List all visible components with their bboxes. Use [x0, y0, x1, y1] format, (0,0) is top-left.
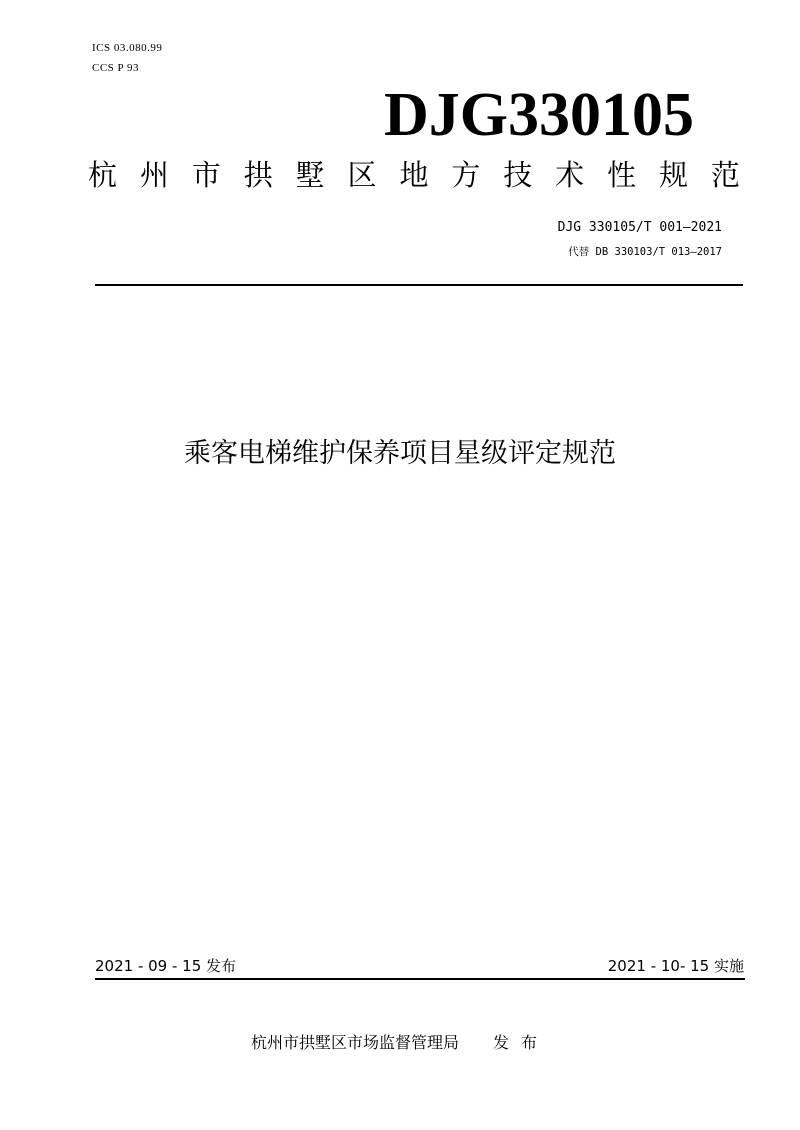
standard-type-char: 技 [503, 158, 533, 192]
standard-type-heading [88, 155, 740, 195]
ics-code: ICS 03.080.99 [92, 42, 163, 54]
standard-type-char: 方 [451, 158, 481, 192]
standard-type-char: 州 [139, 158, 169, 192]
standard-type-char: 术 [555, 158, 585, 192]
standard-type-char: 区 [347, 158, 377, 192]
standard-number: DJG 330105/T 001—2021 [557, 220, 722, 235]
issuer-line [0, 1032, 800, 1054]
issuer-name: 杭州市拱墅区市场监督管理局 [250, 1033, 459, 1052]
bottom-divider [95, 978, 745, 980]
standard-type-char: 地 [399, 158, 429, 192]
standard-type-char: 规 [658, 158, 688, 192]
standard-type-char: 拱 [243, 158, 273, 192]
standard-type-char: 范 [710, 158, 740, 192]
standard-type-char: 杭 [88, 158, 118, 192]
top-divider [95, 284, 743, 286]
issuer-action: 发布 [493, 1033, 550, 1052]
standard-type-char: 市 [191, 158, 221, 192]
replaces-note: 代替 DB 330103/T 013—2017 [568, 246, 722, 258]
implementation-date: 2021 - 10- 15 实施 [607, 957, 744, 975]
standard-code-heading: DJG330105 [384, 81, 694, 149]
issue-date: 2021 - 09 - 15 发布 [95, 957, 237, 975]
standard-type-char: 墅 [295, 158, 325, 192]
ccs-code: CCS P 93 [92, 62, 140, 74]
standard-type-char: 性 [607, 158, 637, 192]
document-title: 乘客电梯维护保养项目星级评定规范 [184, 438, 616, 469]
